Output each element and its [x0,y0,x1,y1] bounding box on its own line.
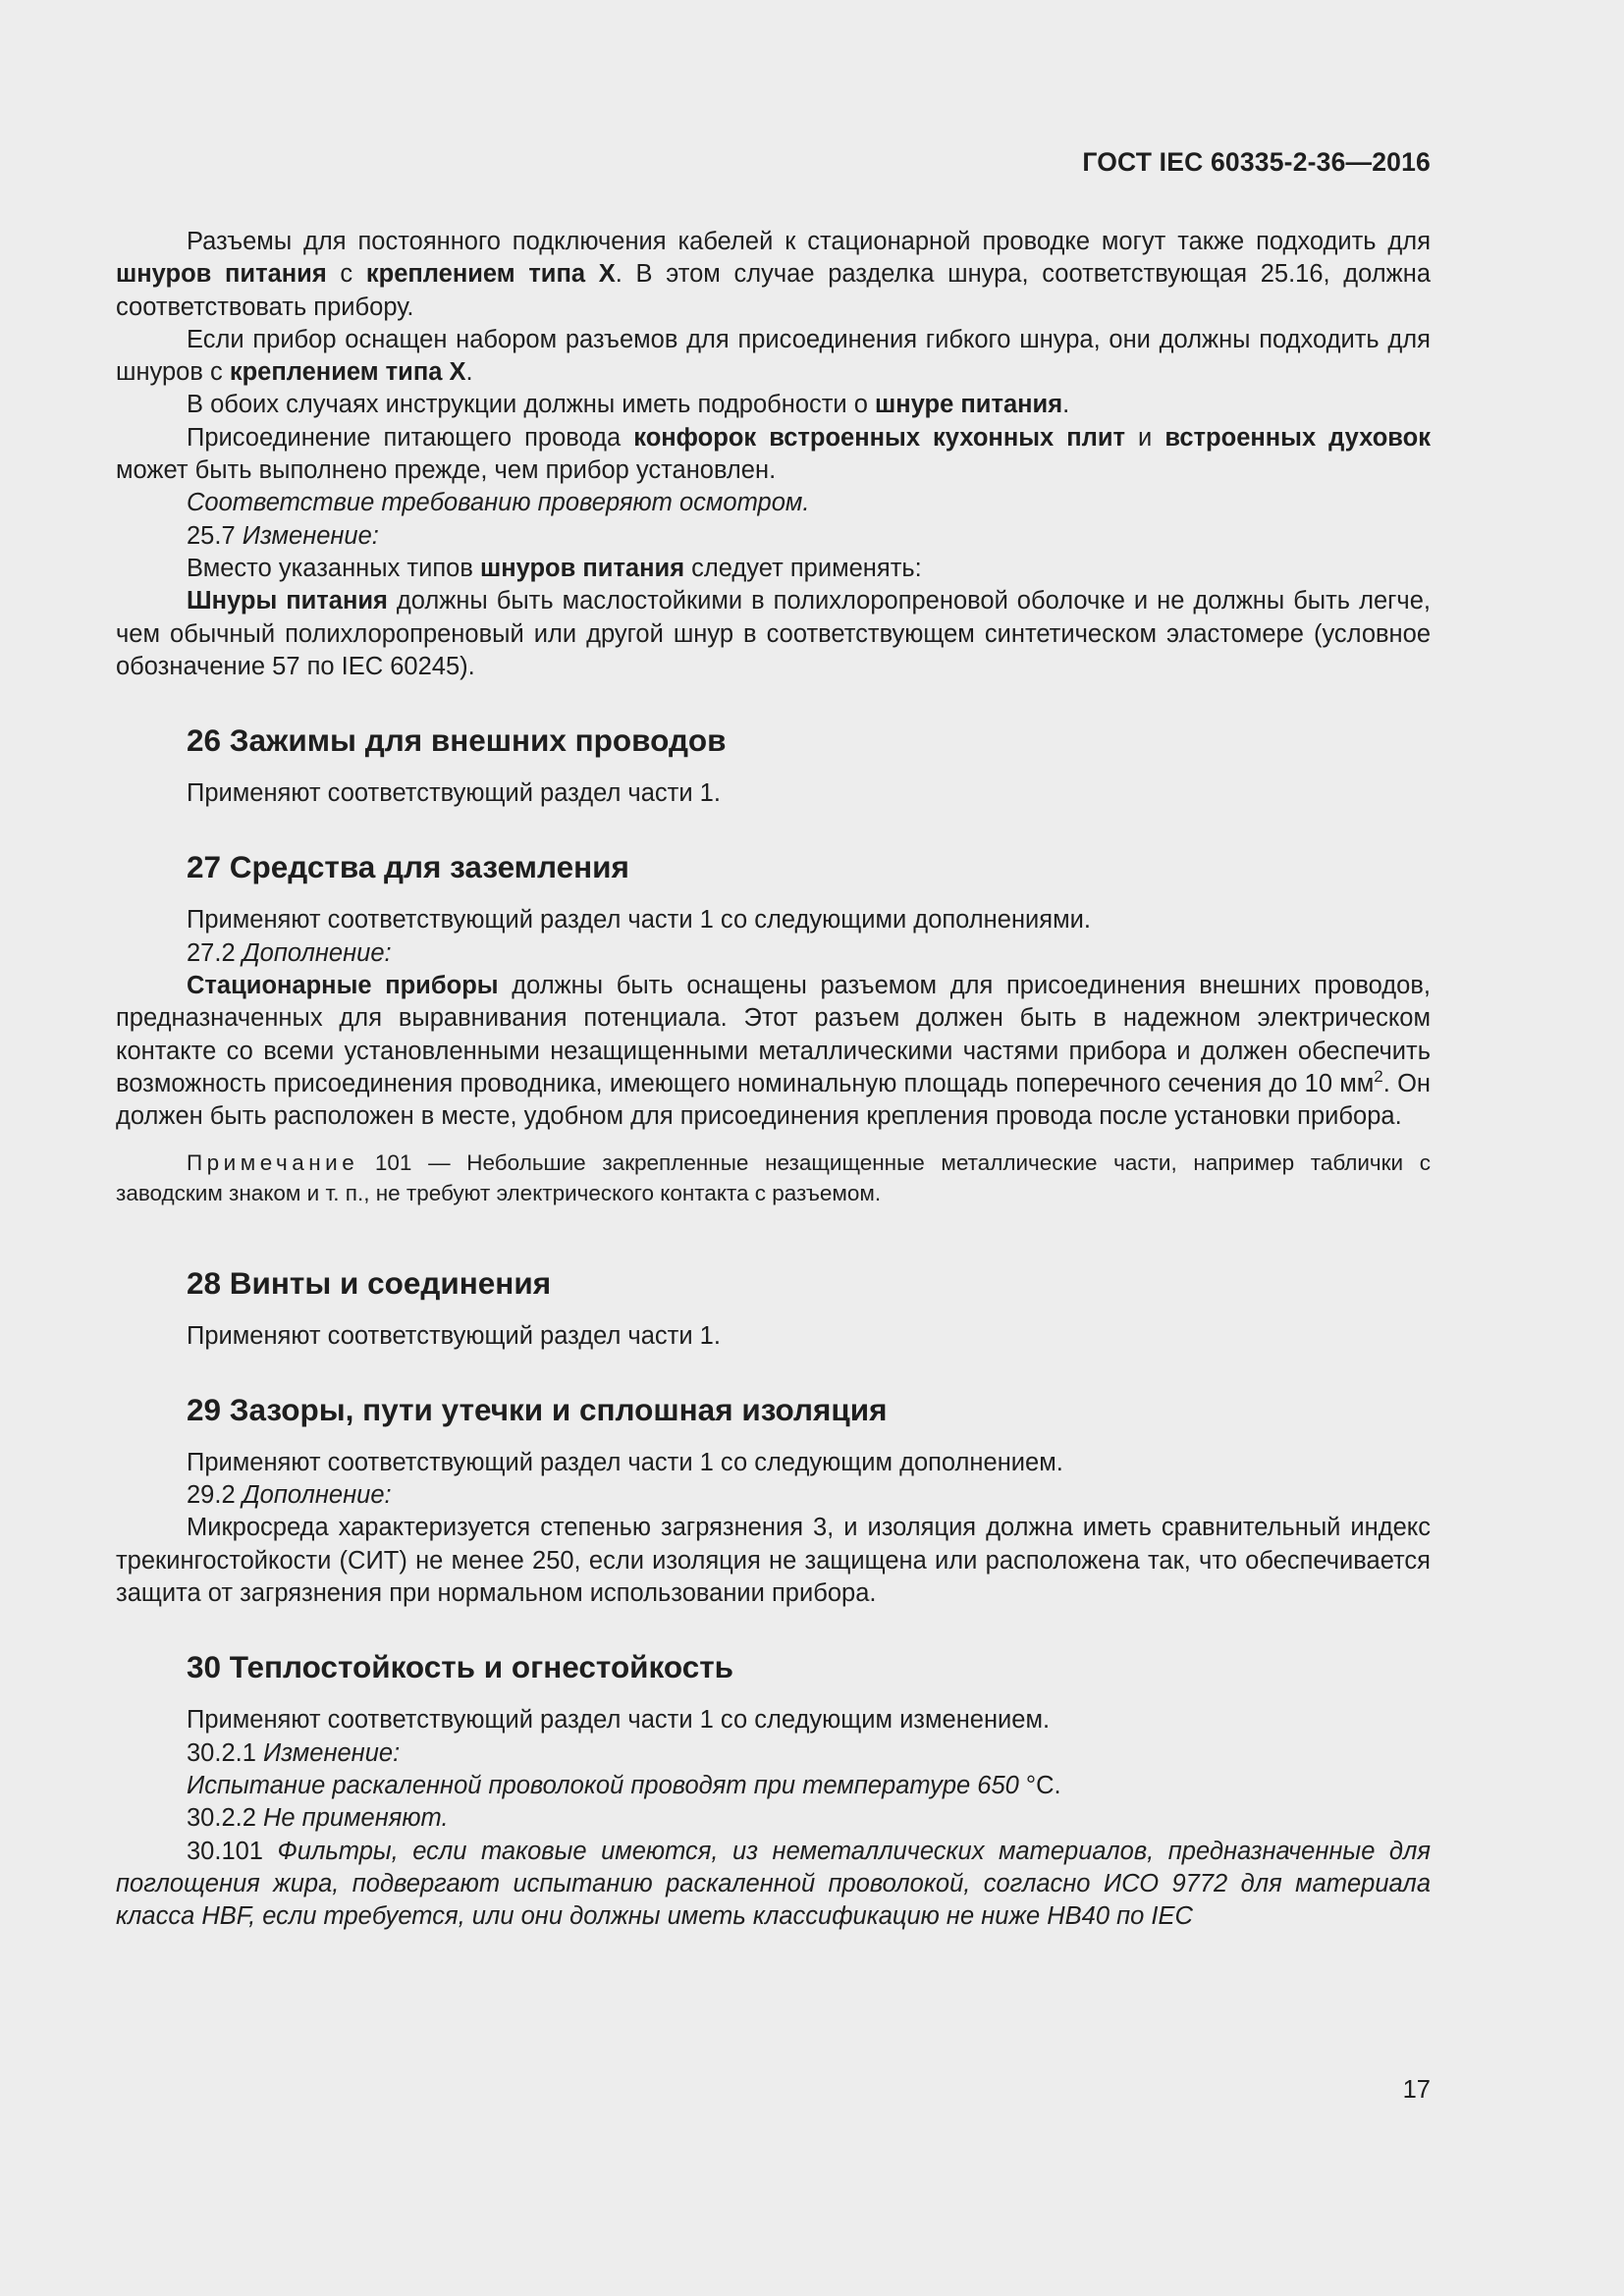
section-heading-28: 28 Винты и соединения [187,1264,552,1301]
note-text: 101 — Небольшие закрепленные незащищенные металлические части, например таблички с заводским знаком и т. п., не требуют электрического контакта с разъемом. [116,1149,1431,1205]
clause-number-text: 30.2.2 [187,1804,263,1833]
text: должны быть маслостойкими в полихлоропреновой оболочке и не должны быть легче, чем обычный полихлоропреновый или другой шнур в соответствующем синтетическом эластомере (условное обозначение 57 по IEC 60245). [116,587,1431,680]
paragraph: Применяют соответствующий раздел части 1 со следующим изменением. [187,1706,1051,1735]
bold-term: шнуре питания [875,391,1063,419]
text: с [326,260,366,289]
paragraph [116,553,1431,585]
paragraph [116,1770,1431,1802]
clause-number [116,937,1431,970]
bold-term: креплением типа X [229,358,466,387]
paragraph [116,226,1431,324]
text: Вместо указанных типов [187,554,480,582]
text: должны быть оснащены разъемом для присоединения внешних проводов, предназначенных для выравнивания потенциала. Этот разъем должен быть в надежном электрическом контакте со всеми установленными незащищенными металлическими частями прибора и должен обеспечить возможность присоединения проводника, имеющего номинальную площадь поперечного сечения до 10 мм [116,972,1431,1097]
bold-term: Шнуры питания [187,587,388,615]
paragraph: Применяют соответствующий раздел части 1. [187,1321,721,1350]
text: . Он должен быть расположен в месте, удобном для присоединения крепления провода после установки прибора. [116,1069,1431,1131]
bold-term: шнуров питания [479,554,685,582]
page-number: 17 [1402,2076,1431,2104]
section-heading-29: 29 Зазоры, пути утечки и сплошная изоляция [187,1391,888,1427]
text: Разъемы для постоянного подключения кабелей к стационарной проводке могут также подходить для [187,228,1431,255]
clause-number-text: 27.2 [187,938,243,967]
paragraph [116,585,1431,683]
paragraph [116,970,1431,1133]
clause-number [116,1802,1431,1835]
section-heading-26: 26 Зажимы для внешних проводов [187,722,727,759]
paragraph [116,422,1431,488]
paragraph [116,1836,1431,1934]
bold-term: встроенных духовок [1164,423,1431,452]
note [116,1148,1431,1208]
italic-text: Соответствие требованию проверяют осмотром. [187,489,810,517]
paragraph: Применяют соответствующий раздел части 1 со следующим дополнением. [187,1448,1063,1476]
bold-term: креплением типа X [365,260,616,289]
standard-code-header: ГОСТ IEC 60335-2-36—2016 [1082,147,1431,177]
section-heading-27: 27 Средства для заземления [187,849,629,885]
clause-number [116,1479,1431,1512]
italic-text: Изменение: [242,521,379,550]
clause-number-text: 25.7 [187,521,243,550]
bold-term: конфорок встроенных кухонных плит [633,423,1125,452]
text: °С. [1018,1771,1061,1799]
page-content [116,226,1431,1933]
paragraph [116,487,1431,519]
italic-text: Дополнение: [242,1481,392,1510]
paragraph: Микросреда характеризуется степенью загрязнения 3, и изоляция должна иметь сравнительный индекс трекингостойкости (СИТ) не менее 250, если изоляция не защищена или расположена так, что обеспечивается защита от загрязнения при нормальном использовании прибора. [116,1514,1431,1608]
italic-text: Испытание раскаленной проволокой проводят при температуре 650 [187,1771,1019,1799]
text: может быть выполнено прежде, чем прибор установлен. [116,456,777,485]
text: В обоих случаях инструкции должны иметь подробности о [187,391,876,419]
section-heading-30: 30 Теплостойкость и огнестойкость [187,1649,734,1685]
italic-text: Дополнение: [242,938,392,967]
clause-number-text: 30.101 [187,1837,278,1865]
superscript: 2 [1374,1066,1383,1086]
bold-term: шнуров питания [116,260,327,289]
text: и [1125,423,1165,452]
italic-text: Не применяют. [262,1804,449,1833]
italic-text: Фильтры, если таковые имеются, из неметаллических материалов, предназначенные для поглощения жира, подвергают испытанию раскаленной проволокой, согласно ИСО 9772 для материала класса HBF, если требуется, или они должны иметь классификацию не ниже НВ40 по IEC [116,1837,1431,1931]
clause-number [116,520,1431,553]
text: . В этом случае разделка шнура, соответствующая 25.16, должна соответствовать прибору. [116,260,1432,321]
paragraph [116,389,1431,421]
text: Присоединение питающего провода [187,423,634,452]
paragraph: Применяют соответствующий раздел части 1 со следующими дополнениями. [187,906,1091,934]
text: . [465,358,473,387]
clause-number-text: 29.2 [187,1481,243,1510]
note-label: Примечание [187,1149,359,1175]
paragraph: Применяют соответствующий раздел части 1. [187,779,721,808]
clause-number [116,1737,1431,1770]
text: следует применять: [684,554,922,582]
text: . [1062,391,1070,419]
clause-number-text: 30.2.1 [187,1738,263,1767]
bold-term: Стационарные приборы [187,972,499,1000]
paragraph [116,324,1431,390]
italic-text: Изменение: [262,1738,401,1767]
text: Если прибор оснащен набором разъемов для присоединения гибкого шнура, они должны подходить для шнуров с [116,325,1431,387]
